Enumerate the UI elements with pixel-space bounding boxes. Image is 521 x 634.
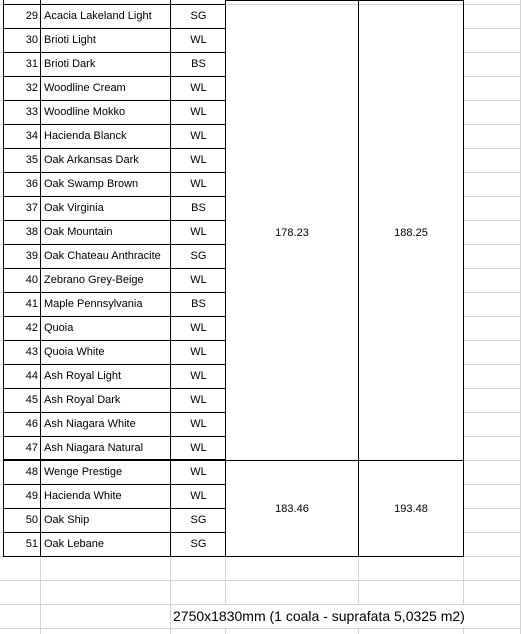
row-number-cell[interactable]: 31 [25,58,38,70]
table-border [3,364,225,365]
table-border [3,0,4,557]
product-name-cell[interactable]: Woodline Mokko [44,106,126,118]
product-name-cell[interactable]: Wenge Prestige [44,466,123,478]
table-border [225,0,464,1]
type-code-cell[interactable]: WL [190,274,207,286]
type-code-cell[interactable]: WL [190,418,207,430]
price-value: 193.48 [394,502,428,515]
table-border [3,484,225,485]
price-cell-group-2-col2[interactable] [359,461,463,556]
table-border [3,268,225,269]
product-name-cell[interactable]: Zebrano Grey-Beige [44,274,144,286]
table-border [3,4,225,5]
type-code-cell[interactable]: WL [190,34,207,46]
table-border [3,76,225,77]
row-number-cell[interactable]: 32 [25,82,38,94]
table-border [3,172,225,173]
row-number-cell[interactable]: 30 [25,34,38,46]
table-border [3,244,225,245]
product-name-cell[interactable]: Maple Pennsylvania [44,298,143,310]
table-border [3,532,225,533]
table-border [225,556,464,557]
product-name-cell[interactable]: Ash Niagara White [44,418,136,430]
table-border [3,292,225,293]
type-code-cell[interactable]: WL [190,466,207,478]
row-number-cell[interactable]: 50 [25,514,38,526]
gridline [0,628,521,629]
row-number-cell[interactable]: 33 [25,106,38,118]
row-number-cell[interactable]: 51 [25,538,38,550]
type-code-cell[interactable]: WL [190,106,207,118]
price-cell-group-1-col1[interactable] [226,5,358,460]
gridline [0,580,521,581]
type-code-cell[interactable]: SG [190,514,207,526]
row-number-cell[interactable]: 48 [25,466,38,478]
type-code-cell[interactable]: BS [191,58,206,70]
product-name-cell[interactable]: Oak Virginia [44,202,104,214]
table-border [3,100,225,101]
product-name-cell[interactable]: Woodline Cream [44,82,126,94]
row-number-cell[interactable]: 40 [25,274,38,286]
type-code-cell[interactable]: WL [190,130,207,142]
row-number-cell[interactable]: 49 [25,490,38,502]
table-border [3,388,225,389]
type-code-cell[interactable]: BS [191,298,206,310]
type-code-cell[interactable]: SG [190,538,207,550]
product-name-cell[interactable]: Oak Swamp Brown [44,178,139,190]
type-code-cell[interactable]: WL [190,178,207,190]
table-border [225,0,226,557]
type-code-cell[interactable]: WL [190,442,207,454]
row-number-cell[interactable]: 34 [25,130,38,142]
product-name-cell[interactable]: Acacia Lakeland Light [44,10,152,22]
table-border [3,220,225,221]
table-border [40,0,41,557]
product-name-cell[interactable]: Hacienda White [44,490,122,502]
row-number-cell[interactable]: 39 [25,250,38,262]
footer-dimensions-note[interactable]: 2750x1830mm (1 coala - suprafata 5,0325 m2) [173,605,469,627]
table-border [3,316,225,317]
row-number-cell[interactable]: 46 [25,418,38,430]
table-border [170,0,171,557]
product-name-cell[interactable]: Ash Royal Light [44,370,122,382]
product-name-cell[interactable]: Hacienda Blanck [44,130,127,142]
type-code-cell[interactable]: WL [190,490,207,502]
row-number-cell[interactable]: 44 [25,370,38,382]
table-border [225,460,464,461]
table-border [3,412,225,413]
row-number-cell[interactable]: 45 [25,394,38,406]
table-border [3,556,225,557]
table-border [3,436,225,437]
row-number-cell[interactable]: 43 [25,346,38,358]
table-border [3,459,225,461]
type-code-cell[interactable]: SG [190,250,207,262]
row-number-cell[interactable]: 35 [25,154,38,166]
table-border [3,340,225,341]
table-border [3,196,225,197]
product-name-cell[interactable]: Oak Chateau Anthracite [44,250,161,262]
product-name-cell[interactable]: Brioti Dark [44,58,96,70]
product-name-cell[interactable]: Oak Ship [44,514,90,526]
type-code-cell[interactable]: WL [190,370,207,382]
product-name-cell[interactable]: Ash Royal Dark [44,394,121,406]
type-code-cell[interactable]: WL [190,154,207,166]
price-value: 178.23 [275,226,309,239]
price-value: 188.25 [394,226,428,239]
product-name-cell[interactable]: Oak Lebane [44,538,104,550]
product-name-cell[interactable]: Oak Mountain [44,226,113,238]
table-border [358,0,359,557]
type-code-cell[interactable]: WL [190,322,207,334]
price-cell-group-1-col2[interactable] [359,5,463,460]
row-number-cell[interactable]: 42 [25,322,38,334]
table-border [3,28,225,29]
row-number-cell[interactable]: 36 [25,178,38,190]
row-number-cell[interactable]: 29 [25,10,38,22]
product-name-cell[interactable]: Quoia [44,322,74,334]
price-cell-group-2-col1[interactable] [226,461,358,556]
row-number-cell[interactable]: 38 [25,226,38,238]
row-number-cell[interactable]: 47 [25,442,38,454]
table-border [3,124,225,125]
row-number-cell[interactable]: 37 [25,202,38,214]
type-code-cell[interactable]: BS [191,202,206,214]
price-value: 183.46 [275,502,309,515]
type-code-cell[interactable]: WL [190,346,207,358]
product-name-cell[interactable]: Quoia White [44,346,105,358]
row-number-cell[interactable]: 41 [25,298,38,310]
type-code-cell[interactable]: WL [190,226,207,238]
table-border [463,0,464,557]
product-name-cell[interactable]: Brioti Light [44,34,96,46]
product-name-cell[interactable]: Ash Niagara Natural [44,442,144,454]
table-border [3,508,225,509]
type-code-cell[interactable]: WL [190,82,207,94]
type-code-cell[interactable]: SG [190,10,207,22]
product-name-cell[interactable]: Oak Arkansas Dark [44,154,139,166]
table-border [3,148,225,149]
table-border [3,52,225,53]
type-code-cell[interactable]: WL [190,394,207,406]
